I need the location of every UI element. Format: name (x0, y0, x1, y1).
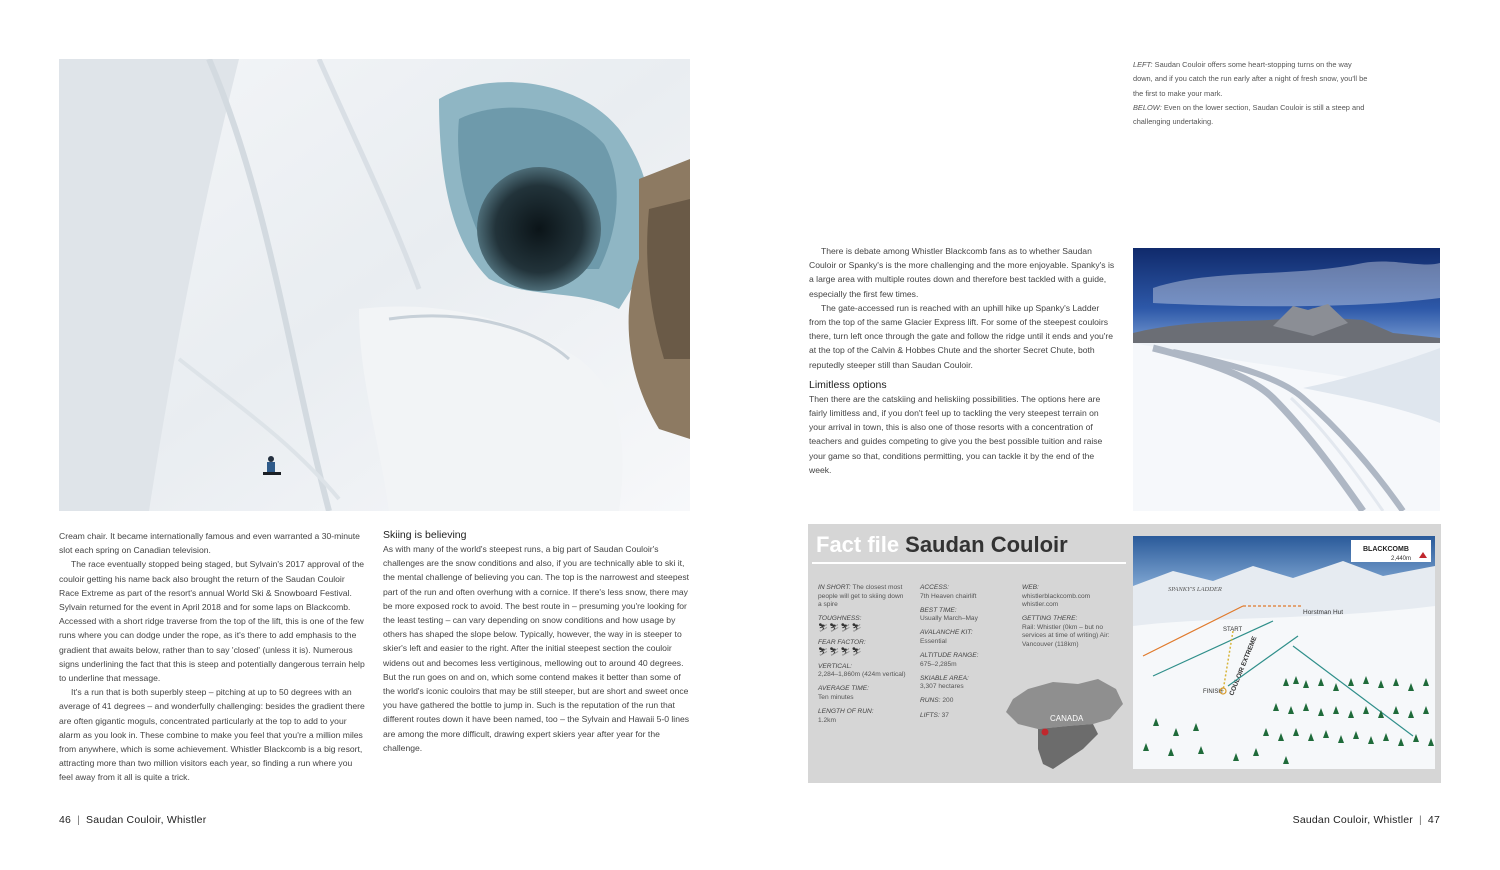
fact-item: ALTITUDE RANGE: 675–2,285m (920, 652, 979, 668)
paragraph: Then there are the catskiing and heliskiing possibilities. The options here are fairly limitless and, if you don't feel up to tackling the very steepest terrain on your arrival in town, this is also one of those resorts with a concentration of teachers and guides competing to give you the best possible tuition and raise your game so that, conditions permitting, you can tackle it by the end of the week. (809, 393, 1103, 475)
caption-left-label: LEFT: (1133, 60, 1153, 69)
groomed-trail-photo (1133, 248, 1440, 511)
fact-item: LENGTH OF RUN: 1.2km (818, 708, 874, 724)
left-column-2 (383, 528, 690, 755)
caption-below-text: Even on the lower section, Saudan Couloir is still a steep and challenging undertaking. (1133, 102, 1365, 127)
right-column (809, 244, 1115, 477)
fact-item: AVALANCHE KIT: Essential (920, 629, 973, 645)
skier-rating-icon: ⛷⛷⛷⛷ (818, 646, 863, 656)
fact-item: ACCESS: 7th Heaven chairlift (920, 584, 977, 600)
fact-item: SKIABLE AREA: 3,307 hectares (920, 674, 969, 691)
page-number: 47 (1427, 814, 1440, 826)
fact-item: IN SHORT: The closest most people will get to skiing down a spire (818, 584, 904, 609)
fact-item: GETTING THERE: Rail: Whistler (0km – but no services at time of writing) Air: Vancouver (118km) (1022, 615, 1110, 649)
fact-item: LIFTS: 37 (920, 711, 949, 719)
photo-caption (1133, 58, 1373, 129)
location-marker-icon (1042, 729, 1049, 736)
fact-file-title: Saudan Couloir (905, 532, 1068, 557)
paragraph: The race eventually stopped being staged, but Sylvain's 2017 approval of the couloir getting his name back also brought the return of the Saudan Couloir Race Extreme as part of the resort's annual World Ski & Snowboard Festival. Sylvain returned for the event in April 2018 and for some laps on Blackcomb. Accessed with a short ridge traverse from the top of the lift, this is one of the few runs where you can dodge under the rope, as it's there to add emphasis to the gradient that awaits below, rather than to say 'closed' (unless it is). Numerous signs underlining the fact that this is steep and potentially dangerous terrain help to underline that message. (59, 559, 365, 684)
start-label: START (1223, 627, 1243, 633)
fact-item: WEB: whistlerblackcomb.com whistler.com (1022, 584, 1091, 609)
fact-item: RUNS: 200 (920, 697, 954, 705)
fact-file-label: Fact file (816, 532, 900, 557)
left-column-1 (59, 529, 366, 785)
caption-below-label: BELOW: (1133, 102, 1162, 112)
running-title: Saudan Couloir, Whistler (1292, 814, 1413, 826)
paragraph: It's a run that is both superbly steep – pitching at up to 50 degrees with an average of 41 degrees – and wonderfully challenging: besides the gradient there are often gigantic moguls, concentrated particularly at the top to add to your alarm as you look in. These combine to make you feel that you're a million miles from anywhere, which is some achievement. Whistler Blackcomb is a big resort, attracting more than two million visitors each year, so finding a run where you feel away from it all is quite a trick. (59, 687, 365, 783)
route-name-label: COULOIR EXTREME (1228, 635, 1259, 697)
section-heading: Skiing is believing (383, 529, 467, 541)
canada-locator-map (998, 674, 1128, 779)
footer-right: Saudan Couloir, Whistler | 47 (1292, 814, 1440, 826)
fact-item: TOUGHNESS: ⛷⛷⛷⛷ (818, 615, 863, 632)
fact-file-box (808, 524, 1441, 783)
fact-item: AVERAGE TIME: Ten minutes (818, 685, 869, 701)
skier-rating-icon: ⛷⛷⛷⛷ (818, 622, 863, 632)
peak-height-label: 2,440m (1391, 556, 1412, 562)
canada-label: CANADA (1050, 714, 1084, 723)
paragraph: As with many of the world's steepest runs, a big part of Saudan Couloir's challenges are the snow conditions and also, if you are technically able to ski it, the mental challenge of believing you can. The top is the narrowest and steepest part of the run and often overhung with a cornice. If there's less snow, there may be more exposed rock to avoid. The best route in – presuming you're looking for the least testing – can vary depending on snow conditions and how usage by others has shaped the slope below. Typically, however, the way in is steeper to skier's left and easier to the right. After the initial steepest section the couloir widens out and becomes less vertiginous, mellowing out to around 40 degrees. But the run goes on and on, which some contend makes it better than some of the world's iconic couloirs that may be still steeper, but are short and sweet once you have gathered the bottle to jump in. Such is the reputation of the run that different routes down it have been named, too – the Sylvain and Hawaii 5-0 lines are among the more difficult, drawing expert skiers year after year for the challenge. (383, 544, 690, 753)
fact-item: BEST TIME: Usually March–May (920, 606, 978, 623)
horstman-hut-label: Horstman Hut (1303, 609, 1344, 616)
piste-map (1133, 536, 1435, 769)
divider (812, 562, 1126, 564)
footer-left: 46 | Saudan Couloir, Whistler (59, 814, 207, 826)
fact-item: VERTICAL: 2,284–1,860m (424m vertical) (818, 662, 906, 679)
section-heading: Limitless options (809, 378, 887, 391)
fact-file-heading (816, 532, 1068, 558)
page-number: 46 (59, 814, 72, 826)
paragraph: Cream chair. It became internationally famous and even warranted a 30-minute slot each spring on Canadian television. (59, 531, 360, 556)
fact-item: FEAR FACTOR: ⛷⛷⛷⛷ (818, 638, 866, 656)
running-title: Saudan Couloir, Whistler (86, 814, 207, 826)
peak-name-label: BLACKCOMB (1363, 546, 1409, 553)
spankys-ladder-label: SPANKY'S LADDER (1168, 586, 1222, 593)
ice-cave-photo (59, 59, 690, 511)
caption-left-text: Saudan Couloir offers some heart-stopping turns on the way down, and if you catch the run early after a night of fresh snow, you'll be the first to make your mark. (1133, 60, 1368, 98)
finish-label: FINISH (1203, 689, 1223, 695)
paragraph: There is debate among Whistler Blackcomb fans as to whether Saudan Couloir or Spanky's is the more challenging and the more enjoyable. Spanky's is a large area with multiple routes down and therefore best tackled with a guide, especially the first few times. (809, 246, 1115, 299)
fact-column-3 (1022, 584, 1118, 655)
fact-column-1 (818, 584, 908, 731)
paragraph: The gate-accessed run is reached with an uphill hike up Spanky's Ladder from the top of the same Glacier Express lift. For some of the steepest couloirs there, turn left once through the gate and follow the ridge until it ends and you're at the top of the Calvin & Hobbes Chute and the shorter Secret Chute, both reputedly steeper still than Saudan Couloir. (809, 302, 1114, 370)
